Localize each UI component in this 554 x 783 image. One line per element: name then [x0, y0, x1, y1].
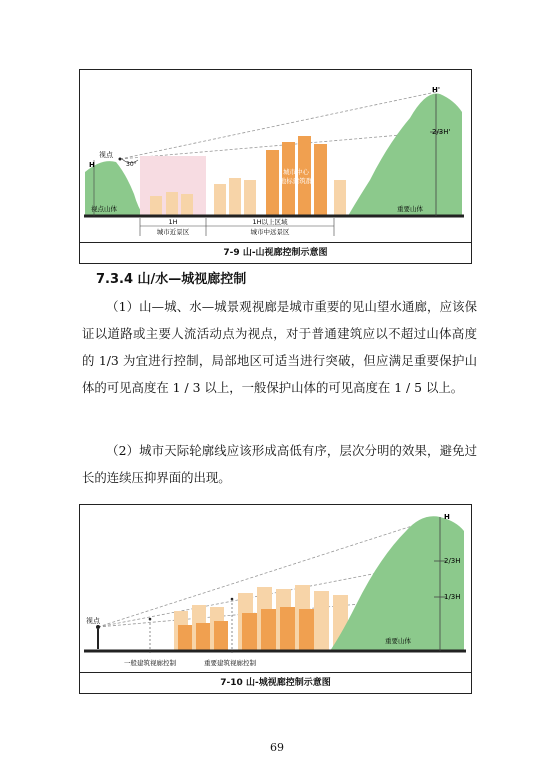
- building: [244, 180, 256, 216]
- important-mountain: [330, 516, 464, 651]
- general-control-label: 一般建筑视廊控制: [124, 659, 176, 667]
- landmark-building: [298, 136, 311, 216]
- building: [242, 613, 257, 651]
- viewpoint-label: 视点: [99, 151, 113, 159]
- building: [334, 180, 346, 216]
- building: [214, 184, 226, 216]
- mountain-label: 重要山体: [385, 637, 411, 645]
- building: [314, 591, 329, 651]
- two-thirds-h-prime-label: 2/3H': [432, 128, 451, 136]
- building: [166, 192, 178, 216]
- h-prime-label: H': [432, 86, 441, 94]
- viewpoint-label: 视点: [86, 617, 100, 625]
- center-label-line2: 地标建筑群: [279, 177, 313, 185]
- figure-7-9-diagram: [80, 70, 471, 244]
- paragraph-1: [82, 293, 477, 401]
- building: [261, 609, 276, 651]
- left-mountain-label: 视点山体: [91, 205, 117, 213]
- figure-7-10-diagram: [80, 505, 471, 673]
- figure-mountain-mountain: [79, 69, 472, 264]
- zone1-name: 城市近景区: [156, 228, 190, 236]
- zone2-name: 城市中远景区: [250, 228, 290, 236]
- page-number: 69: [270, 741, 284, 754]
- center-label-line1: 城市中心: [283, 168, 309, 176]
- important-mountain: [348, 94, 462, 217]
- landmark-building: [314, 144, 327, 216]
- angle-label: 30°: [126, 161, 137, 168]
- one-third-h-label: 1/3H: [444, 593, 461, 601]
- figure-mountain-city: [79, 504, 472, 694]
- landmark-building: [266, 150, 279, 216]
- important-control-label: 重要建筑视廊控制: [204, 659, 256, 667]
- zone2-height: 1H以上区域: [252, 218, 288, 226]
- building: [299, 609, 314, 651]
- h-label: H: [89, 161, 95, 169]
- building: [181, 194, 193, 216]
- viewer-head: [96, 625, 100, 629]
- figure-7-9-caption: 7-9 山-山视廊控制示意图: [80, 242, 471, 263]
- two-thirds-h-label: 2/3H: [444, 557, 461, 565]
- h-label: H: [444, 513, 450, 521]
- building: [196, 623, 210, 651]
- section-heading: 7.3.4 山/水—城视廊控制: [96, 272, 247, 287]
- building: [150, 196, 162, 216]
- figure-7-10-caption: 7-10 山-城视廊控制示意图: [80, 672, 471, 693]
- building: [178, 625, 192, 651]
- building: [214, 621, 228, 651]
- right-mountain-label: 重要山体: [397, 205, 423, 213]
- viewpoint-dot: [119, 158, 122, 161]
- building: [229, 178, 241, 216]
- building: [280, 607, 295, 651]
- paragraph-1-text: （1）山—城、水—城景观视廊是城市重要的见山望水通廊，应该保证以道路或主要人流活动点为视点，对于普通建筑应以不超过山体高度的 1/3 为宜进行控制，局部地区可适当进行突破，但应满足重要保护山体的可见高度在 1 / 3 以上，一般保护山体的可见高度在 1 / 5 以上。: [82, 299, 477, 395]
- paragraph-2-text: （2）城市天际轮廓线应该形成高低有序，层次分明的效果，避免过长的连续压抑界面的出现。: [82, 443, 477, 485]
- paragraph-2: [82, 437, 477, 491]
- zone1-height: 1H: [168, 218, 178, 226]
